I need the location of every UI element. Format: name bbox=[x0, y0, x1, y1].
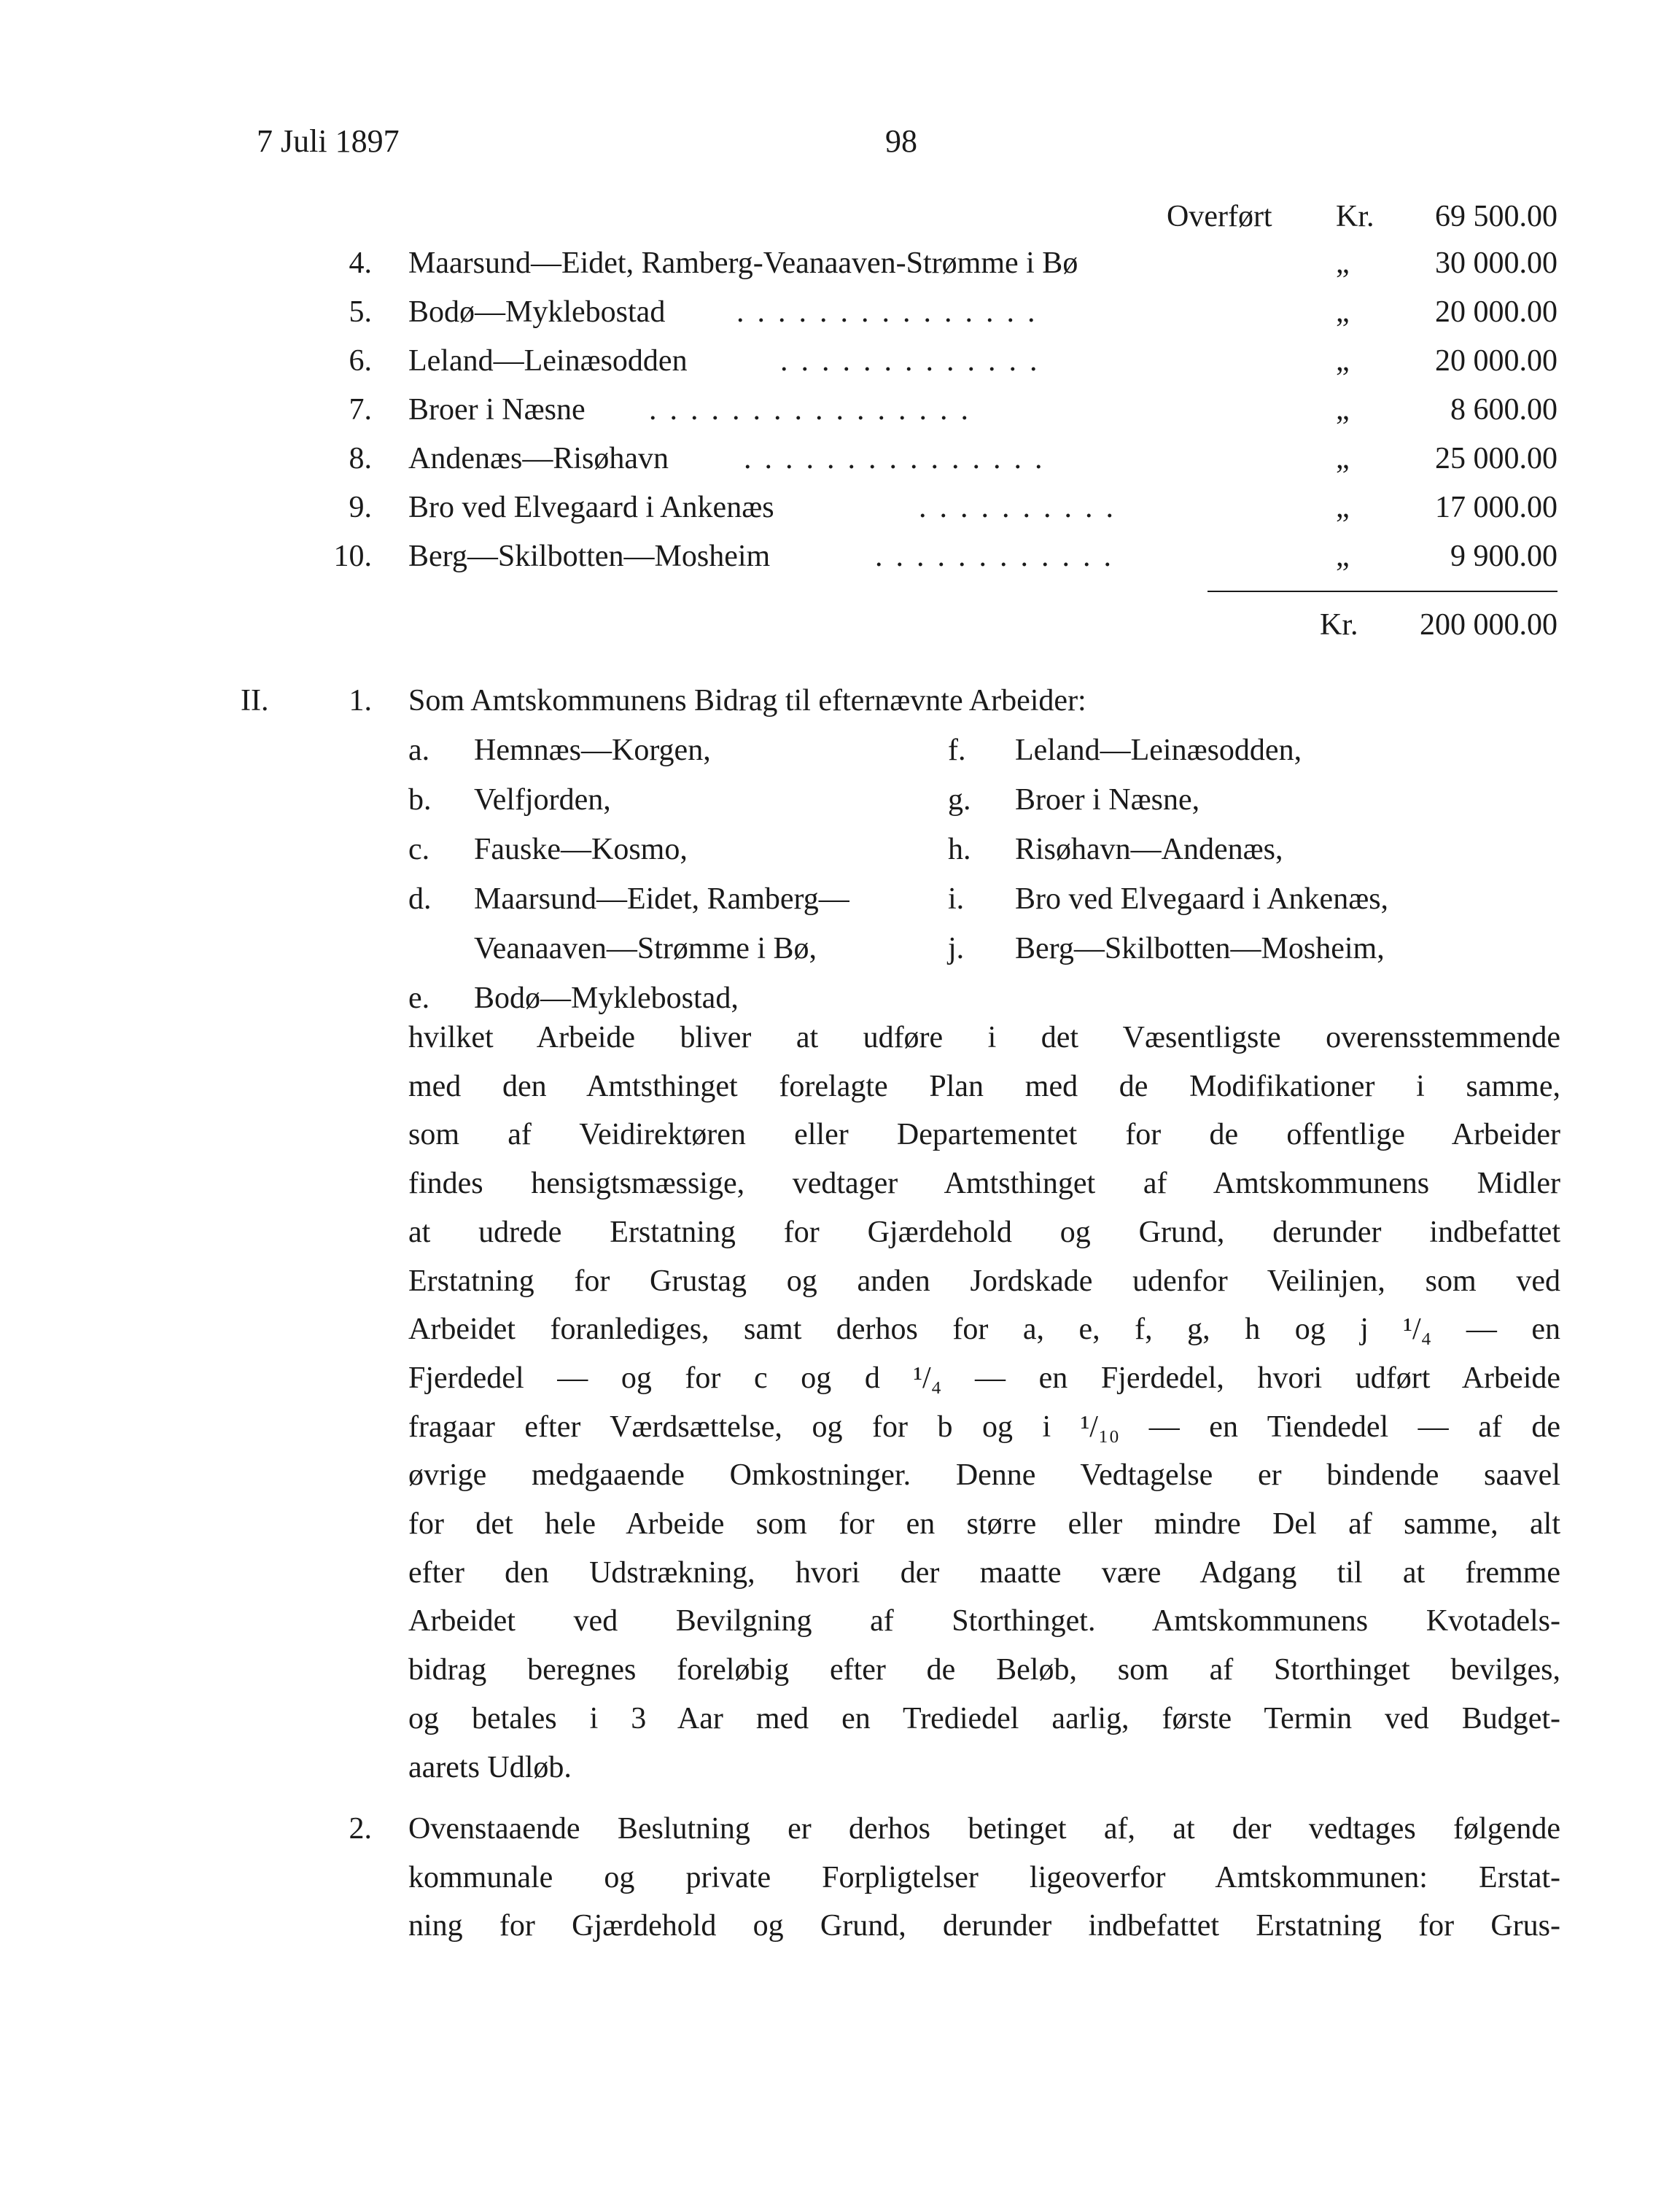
section-roman-numeral: II. bbox=[241, 684, 269, 718]
work-letter: e. bbox=[408, 981, 430, 1015]
paragraph-line: som af Veidirektøren eller Departementet for de offentlige Arbeider bbox=[408, 1118, 1560, 1152]
work-name: Veanaaven—Strømme i Bø, bbox=[474, 932, 817, 965]
total-currency: Kr. bbox=[1320, 608, 1358, 642]
paragraph-line: aarets Udløb. bbox=[408, 1750, 572, 1784]
page-number: 98 bbox=[885, 123, 917, 159]
budget-item-amount: 17 000.00 bbox=[1435, 491, 1558, 524]
budget-item-name: Bodø—Myklebostad bbox=[408, 295, 666, 329]
budget-item-amount: 20 000.00 bbox=[1435, 344, 1558, 378]
work-name: Bodø—Myklebostad, bbox=[474, 981, 739, 1015]
total-rule bbox=[1208, 591, 1558, 592]
item-1-number: 1. bbox=[349, 684, 372, 718]
ditto-mark: „ bbox=[1336, 344, 1350, 378]
work-letter: a. bbox=[408, 734, 430, 767]
budget-item-number: 5. bbox=[349, 295, 372, 329]
work-letter: j. bbox=[948, 932, 965, 965]
paragraph-line: Erstatning for Grustag og anden Jordskade udenfor Veilinjen, som ved bbox=[408, 1264, 1560, 1298]
budget-item-name: Bro ved Elvegaard i Ankenæs bbox=[408, 491, 774, 524]
item-1-intro: Som Amtskommunens Bidrag til efternævnte Arbeider: bbox=[408, 684, 1086, 718]
paragraph-2 bbox=[408, 1805, 1560, 1951]
budget-item-number: 9. bbox=[349, 491, 372, 524]
budget-item-name: Broer i Næsne bbox=[408, 393, 586, 427]
paragraph-line: Fjerdedel — og for c og d ¹/₄ — en Fjerdedel, hvori udført Arbeide bbox=[408, 1361, 1560, 1395]
work-name: Velfjorden, bbox=[474, 783, 611, 817]
budget-item-leader: ................ bbox=[649, 393, 981, 427]
budget-item-leader: ............... bbox=[744, 442, 1056, 475]
budget-item-number: 4. bbox=[349, 246, 372, 280]
total-amount: 200 000.00 bbox=[1420, 608, 1558, 642]
budget-item-number: 10. bbox=[333, 540, 372, 573]
carried-over-currency: Kr. bbox=[1336, 200, 1374, 233]
paragraph-line: ning for Gjærdehold og Grund, derunder indbefattet Erstatning for Grus- bbox=[408, 1909, 1560, 1943]
budget-item-name: Berg—Skilbotten—Mosheim bbox=[408, 540, 771, 573]
work-name: Maarsund—Eidet, Ramberg— bbox=[474, 882, 849, 916]
budget-item-leader: ............ bbox=[875, 540, 1124, 573]
work-letter: i. bbox=[948, 882, 965, 916]
ditto-mark: „ bbox=[1336, 393, 1350, 427]
work-name: Broer i Næsne, bbox=[1015, 783, 1200, 817]
paragraph-line: efter den Udstrækning, hvori der maatte være Adgang til at fremme bbox=[408, 1555, 1560, 1590]
paragraph-line: fragaar efter Værdsættelse, og for b og i ¹/₁₀ — en Tiendedel — af de bbox=[408, 1410, 1560, 1444]
paragraph-line: og betales i 3 Aar med en Trediedel aarlig, første Termin ved Budget- bbox=[408, 1701, 1560, 1735]
budget-item-leader: .......... bbox=[919, 491, 1127, 524]
work-letter: f. bbox=[948, 734, 966, 767]
paragraph-line: med den Amtsthinget forelagte Plan med de Modifikationer i samme, bbox=[408, 1069, 1560, 1103]
paragraph-line: Ovenstaaende Beslutning er derhos betinget af, at der vedtages følgende bbox=[408, 1812, 1560, 1846]
ditto-mark: „ bbox=[1336, 246, 1350, 280]
work-letter: g. bbox=[948, 783, 971, 817]
ditto-mark: „ bbox=[1336, 295, 1350, 329]
paragraph-line: hvilket Arbeide bliver at udføre i det Væsentligste overensstemmende bbox=[408, 1021, 1560, 1054]
budget-item-leader: ............... bbox=[736, 295, 1049, 329]
ditto-mark: „ bbox=[1336, 491, 1350, 524]
budget-item-number: 6. bbox=[349, 344, 372, 378]
work-name: Risøhavn—Andenæs, bbox=[1015, 833, 1283, 866]
work-name: Berg—Skilbotten—Mosheim, bbox=[1015, 932, 1385, 965]
budget-item-name: Maarsund—Eidet, Ramberg-Veanaaven-Strømme i Bø bbox=[408, 246, 1078, 280]
paragraph-line: Arbeidet foranlediges, samt derhos for a, e, f, g, h og j ¹/₄ — en bbox=[408, 1313, 1560, 1347]
budget-item-name: Andenæs—Risøhavn bbox=[408, 442, 669, 475]
work-letter: c. bbox=[408, 833, 430, 866]
paragraph-line: Arbeidet ved Bevilgning af Storthinget. Amtskommunens Kvotadels- bbox=[408, 1604, 1560, 1638]
budget-item-amount: 25 000.00 bbox=[1435, 442, 1558, 475]
work-letter: d. bbox=[408, 882, 432, 916]
work-name: Hemnæs—Korgen, bbox=[474, 734, 711, 767]
page-date: 7 Juli 1897 bbox=[257, 123, 400, 159]
paragraph-line: findes hensigtsmæssige, vedtager Amtsthinget af Amtskommunens Midler bbox=[408, 1167, 1560, 1201]
paragraph-1 bbox=[408, 1014, 1560, 1792]
carried-over-label: Overført bbox=[1167, 200, 1272, 233]
paragraph-line: at udrede Erstatning for Gjærdehold og Grund, derunder indbefattet bbox=[408, 1215, 1560, 1249]
ditto-mark: „ bbox=[1336, 540, 1350, 573]
work-name: Leland—Leinæsodden, bbox=[1015, 734, 1302, 767]
work-name: Bro ved Elvegaard i Ankenæs, bbox=[1015, 882, 1389, 916]
budget-item-name: Leland—Leinæsodden bbox=[408, 344, 688, 378]
budget-item-leader: ............. bbox=[780, 344, 1051, 378]
budget-item-amount: 20 000.00 bbox=[1435, 295, 1558, 329]
ditto-mark: „ bbox=[1336, 442, 1350, 475]
paragraph-line: bidrag beregnes foreløbig efter de Beløb, som af Storthinget bevilges, bbox=[408, 1653, 1560, 1687]
budget-item-amount: 8 600.00 bbox=[1450, 393, 1558, 427]
work-letter: b. bbox=[408, 783, 432, 817]
paragraph-line: øvrige medgaaende Omkostninger. Denne Vedtagelse er bindende saavel bbox=[408, 1458, 1560, 1493]
item-2-number: 2. bbox=[349, 1812, 372, 1846]
budget-item-amount: 30 000.00 bbox=[1435, 246, 1558, 280]
budget-item-number: 7. bbox=[349, 393, 372, 427]
paragraph-line: kommunale og private Forpligtelser ligeoverfor Amtskommunen: Erstat- bbox=[408, 1860, 1560, 1894]
work-letter: h. bbox=[948, 833, 971, 866]
budget-item-number: 8. bbox=[349, 442, 372, 475]
budget-item-amount: 9 900.00 bbox=[1450, 540, 1558, 573]
work-name: Fauske—Kosmo, bbox=[474, 833, 688, 866]
carried-over-amount: 69 500.00 bbox=[1435, 200, 1558, 233]
paragraph-line: for det hele Arbeide som for en større eller mindre Del af samme, alt bbox=[408, 1507, 1560, 1542]
